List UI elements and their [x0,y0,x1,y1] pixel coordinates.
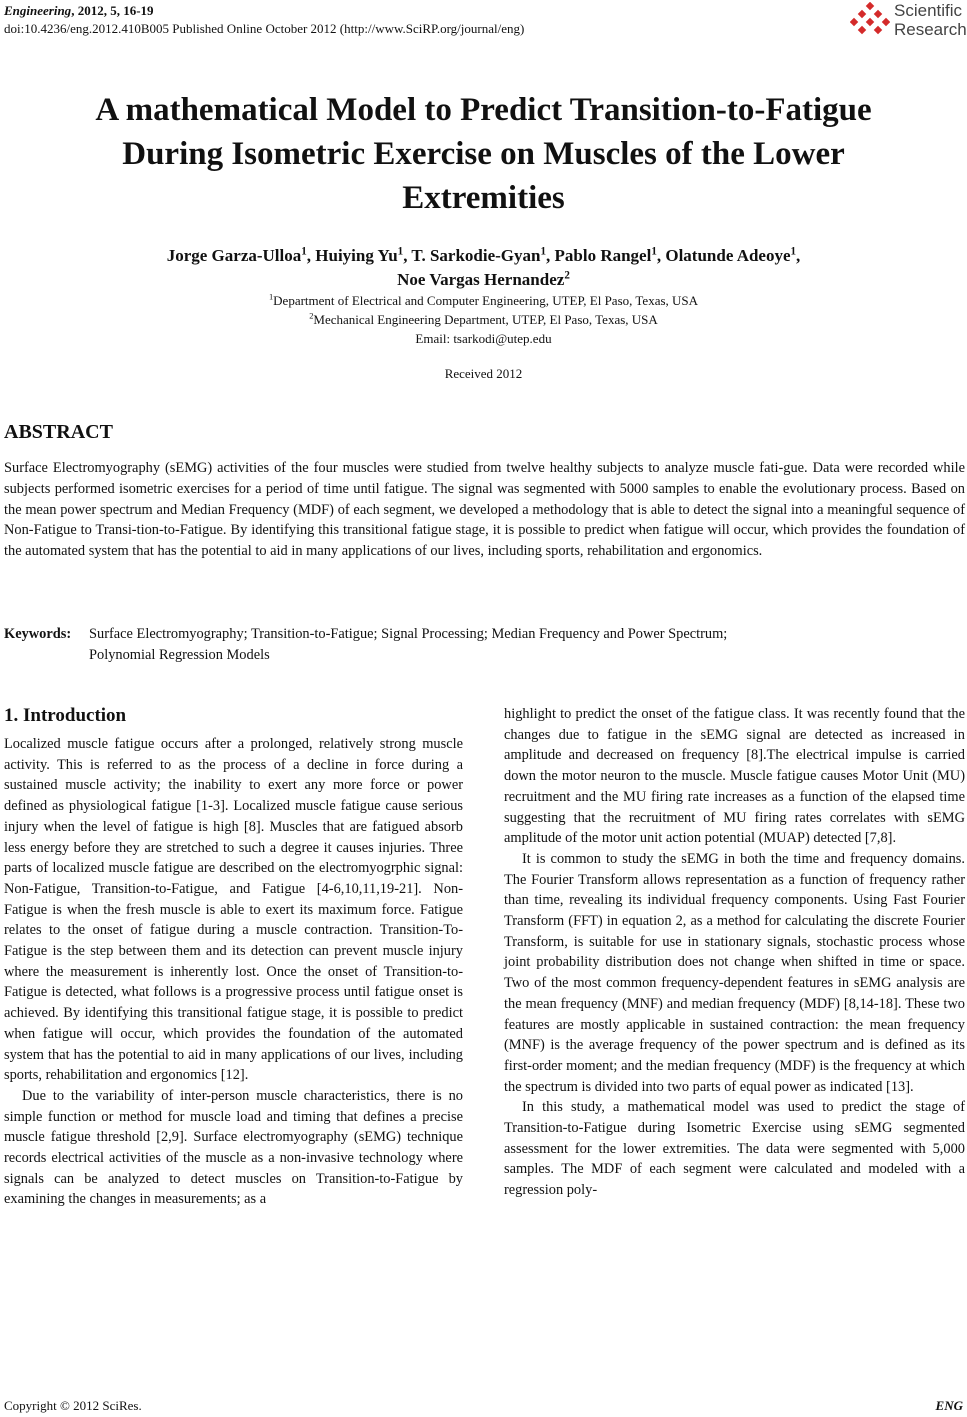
author-separator: , [796,246,801,265]
author-line-2 [0,268,967,292]
journal-citation [4,2,524,20]
author-line-1 [0,244,967,268]
author-affiliation-mark: 1 [651,245,657,258]
author-name: Olatunde Adeoye [665,246,791,265]
author-separator: , [403,246,412,265]
body-paragraph: Due to the variability of inter-person muscle characteristics, there is no simple function or method for muscle load and timing that defines a precise muscle fatigue threshold [2,9]. Surface electromyography (sEMG) technique records electrical activities of the muscle as a non-invasive technology where signals can be analyzed to detect muscles on Transition-to-Fatigue by examining the changes in measurements; as a [4,1087,463,1208]
body-paragraph: In this study, a mathematical model was used to predict the stage of Transition-to-Fatigue during Isometric Exercise using sEMG segmented assessment for the lower extremities. The data were segmented with 5,000 samples. The MDF of each segment were calculated and modeled with a regression poly- [504,1099,965,1199]
copyright-footer: Copyright © 2012 SciRes. [4,1398,142,1413]
section-heading: 1. Introduction [4,705,127,726]
title-line: A mathematical Model to Predict Transition-to-Fatigue [95,92,872,128]
received-date: Received 2012 [444,366,523,381]
keywords-line-1: Surface Electromyography; Transition-to-Fatigue; Signal Processing; Median Frequency and Power Spectrum; [89,626,728,642]
author-separator: , [546,246,555,265]
abstract-heading: ABSTRACT [4,421,113,443]
author-name: T. Sarkodie-Gyan [411,246,541,265]
author-separator: , [656,246,666,265]
author-separator: , [306,246,316,265]
body-paragraph: Localized muscle fatigue occurs after a prolonged, relatively strong muscle activity. This is referred to as the process of a decline in force during a sustained muscle activity; the inability to exert any more force or power defined as physiological fatigue [1-3]. Localized muscle fatigue cause serious injury when the level of fatigue is high [8]. Muscles that are fatigued absorb less energy before they are stretched to such a degree it causes injuries. Three parts of localized muscle fatigue are described on the electromyogrphic signal: Non-Fatigue, Transition-to-Fatigue, and Fatigue [4-6,10,11,19-21]. Non-Fatigue is when the fresh muscle is able to exert its maximum force. Fatigue relates to the onset of fatigue during a muscle contraction. Transition-To-Fatigue is the step between them and its detection can prevent muscle injury where the measurement is inherently lost. Once the onset of Transition-to-Fatigue is detected, what follows is a progressive process until fatigue onset is achieved. By identifying this transitional fatigue stage, it is possible to predict when fatigue will occur, which provides the foundation of the automated system that has the potential to aid in many applications of our lives, including sports, rehabilitation and ergonomics [12]. [4,736,463,1084]
affiliation-text: Mechanical Engineering Department, UTEP, El Paso, Texas, USA [313,312,658,327]
publisher-logo [850,0,967,42]
abstract-text: Surface Electromyography (sEMG) activities of the four muscles were studied from twelve healthy subjects to analyze muscle fati-gue. Data were recorded while subjects performed isometric exercises for a period of time until fatigue. The signal was segmented with 5000 samples to enable the evolutionary process. Based on the mean power spectrum and Median Frequency (MDF) of each segment, we developed a methodology that is able to detect the signal into a meaningful sequence of Non-Fatigue to Transi-tion-to-Fatigue. By identifying this transitional fatigue stage, it is possible to predict when fatigue will occur, which provides the foundation of the automated system that has the potential to aid in many applications of our lives, including sports, rehabilitation and ergonomics. [4,460,965,560]
body-column-left [4,704,463,1210]
author-affiliation-mark: 1 [790,245,797,258]
affiliation-line [0,291,967,310]
author-list [0,244,967,292]
author-affiliation-mark: 2 [564,269,570,282]
author-name: Noe Vargas Hernandez [397,270,565,289]
keywords-label: Keywords: [4,626,72,642]
author-name: Pablo Rangel [554,246,652,265]
affiliation-mark: 2 [309,310,314,321]
email-line: Email: tsarkodi@utep.edu [415,331,552,346]
journal-name: Engineering [4,3,72,18]
logo-text-line2: Research [894,20,967,39]
author-affiliation-mark: 1 [301,245,307,258]
journal-volume: , 2012, 5, 16-19 [71,3,154,18]
author-name: Huiying Yu [315,246,398,265]
body-paragraph: It is common to study the sEMG in both the time and frequency domains. The Fourier Transform allows representation as a function of frequency rather than time, revealing its individual frequency components. Using Fast Fourier Transform (FFT) in equation 2, as a method for calculating the discrete Fourier Transform, is suitable for use in stationary signals, stochastic process whose joint probability distribution does not change when shifted in time or space. Two of the most common frequency-dependent features in sEMG analysis are the mean frequency (MNF) and median frequency (MDF) [8,14-18]. These two features are mostly applicable in sustained contraction: the mean frequency (MNF) is the average frequency of the power spectrum and is defined as its first-order moment; and the median frequency (MDF) is the frequency at which the spectrum is divided into two parts of equal power as indicated [13]. [504,850,965,1095]
affiliation-mark: 1 [268,291,274,302]
keywords-line-2: Polynomial Regression Models [89,647,270,663]
paper-title [0,88,967,220]
author-name: Jorge Garza-Ulloa [166,246,302,265]
title-line: During Isometric Exercise on Muscles of the Lower [122,136,845,172]
doi-line: doi:10.4236/eng.2012.410B005 Published Online October 2012 (http://www.SciRP.org/journal/eng) [4,21,525,36]
body-paragraph: highlight to predict the onset of the fatigue class. It was recently found that the changes due to fatigue in the sEMG signal are detected as increased in amplitude and decreased on frequency [8].The electrical impulse is carried down the motor neuron to the muscle. Muscle fatigue causes Motor Unit (MU) recruitment and the MU firing rate increases as a function of the elapsed time suggesting that the recruitment of MU firing rates correlates with sEMG amplitude of the motor unit action potential (MUAP) detected [7,8]. [504,706,965,847]
title-line: Extremities [402,180,565,216]
logo-mark-icon [850,2,890,40]
keywords [4,624,965,663]
logo-text-line1: Scientific [894,1,963,20]
affiliations [0,291,967,348]
body-column-right [504,704,965,1201]
affiliation-line [0,310,967,329]
affiliation-text: Department of Electrical and Computer Engineering, UTEP, El Paso, Texas, USA [273,293,699,308]
running-header [4,2,524,38]
journal-code-footer: ENG [935,1398,963,1413]
author-affiliation-mark: 1 [397,245,404,258]
author-affiliation-mark: 1 [540,245,547,258]
